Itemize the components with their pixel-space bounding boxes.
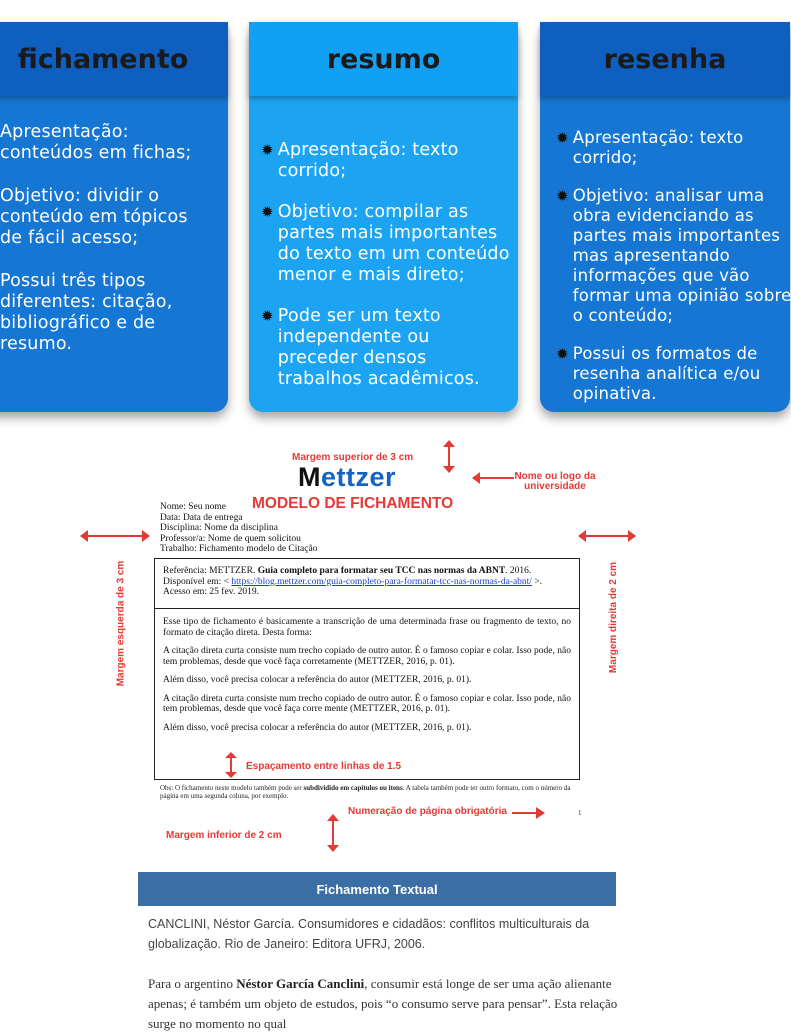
card-item-line: conteúdo em tópicos (0, 207, 188, 227)
reference-middle: . 2016. Disponível em: < (163, 566, 532, 587)
card-item-text (0, 271, 172, 354)
bottom-margin-label: Margem inferior de 2 cm (166, 830, 282, 841)
fichamento-textual-body (148, 974, 618, 1034)
fichamento-template-image (80, 432, 692, 852)
logo-mark: M (298, 462, 321, 492)
card-item-line: mas apresentando (572, 246, 730, 265)
card-item-line: Objetivo: compilar as (277, 202, 469, 222)
paragraph: Além disso, você precisa colocar a referência do autor (METTZER, 2016, p. 01). (163, 722, 472, 733)
card-item-line: opinativa. (572, 384, 657, 403)
card-item-text (573, 186, 791, 326)
card-item (261, 306, 518, 390)
body-text: , consumir está longe de ser uma ação alienante apenas; é também um objeto de estudos, pois “o consumo serve para pensar”. Esta relação surge no momento no qual (148, 976, 618, 1031)
page-number-arrow (512, 812, 538, 814)
template-heading: MODELO DE FICHAMENTO (252, 495, 454, 512)
card-item (261, 140, 518, 182)
body-text: Para o argentino (148, 976, 237, 991)
reference-prefix: Referência: METTZER. (163, 566, 258, 576)
citation-text (155, 609, 579, 733)
star-bullet-icon: ✹ (261, 307, 274, 325)
card-item-text (0, 186, 188, 248)
top-margin-arrow (448, 444, 450, 468)
card-item-line: o conteúdo; (572, 306, 674, 325)
card-item-line: de fácil acesso; (0, 228, 139, 248)
card-item-line: preceder densos (277, 348, 427, 368)
paragraph: A citação direta curta consiste num trecho copiado de outro autor. É o famoso copiar e colar. Isso pode, não tem problemas, desde que você faça corretamente (METTZER, 2016, p. 01). (163, 646, 571, 667)
left-margin-label: Margem esquerda de 3 cm (115, 560, 127, 687)
paragraph: Esse tipo de fichamento é basicamente a transcrição de uma determinada frase ou fragmento de texto, no formato de citação direta. Desta forma: (163, 617, 571, 638)
card-item-line: formar uma opinião sobre (572, 286, 791, 305)
star-bullet-icon: ✹ (261, 141, 274, 159)
card-item-line: Apresentação: texto (277, 140, 459, 160)
citation-box (154, 558, 580, 780)
card-item-line: Objetivo: analisar uma (572, 186, 765, 205)
card-item-line: resenha analítica e/ou (572, 364, 761, 383)
arrow-head-down (327, 845, 339, 852)
spacing-label: Espaçamento entre linhas de 1.5 (246, 761, 402, 772)
fichamento-textual-title: Fichamento Textual (138, 872, 616, 906)
card-item-line: menor e mais direto; (277, 265, 465, 285)
mettzer-logo (298, 462, 396, 493)
arrow-head-down (225, 772, 237, 778)
reference-link[interactable]: https://blog.mettzer.com/guia-completo-para-formatar-tcc-nas-normas-da-abnt/ (231, 576, 532, 587)
card-title: fichamento (0, 22, 228, 96)
reference-title: Guia completo para formatar seu TCC nas normas da ABNT (257, 566, 506, 576)
bottom-margin-arrow (332, 818, 334, 848)
obs-text: . A tabela também pode ter outro formato, com o número da página em uma segunda coluna, por exemplo. (160, 784, 571, 800)
meta-line: Professor/a: Nome de quem solicitou (160, 533, 301, 544)
card-item-line: corrido; (277, 161, 347, 181)
card-item-line: corrido; (572, 148, 638, 167)
arrow-head-down (443, 466, 455, 473)
card-item-line: independente ou (277, 327, 430, 347)
card-item-line: partes mais importantes (572, 226, 781, 245)
card-item-text (278, 140, 459, 182)
card-item-line: Apresentação: (0, 122, 129, 142)
card-item-line: Pode ser um texto (277, 306, 441, 326)
card-item-text (278, 202, 510, 286)
template-obs (160, 784, 580, 800)
page-number-label: Numeração de página obrigatória (348, 806, 507, 817)
card-body (540, 96, 790, 404)
reference-suffix: >. Acesso em: 25 fev. 2019. (163, 576, 543, 597)
meta-line: Disciplina: Nome da disciplina (160, 523, 278, 533)
card-item-text (0, 122, 191, 163)
arrow-head-up (225, 752, 237, 758)
card-item (0, 186, 228, 249)
paragraph: A citação direta curta consiste num trecho copiado de outro autor. É o famoso copiar e colar. Isso pode, não tem problemas, desde que você faça corre mente (METTZER, 2016, p. 01). (163, 693, 571, 714)
right-margin-label: Margem direita de 2 cm (608, 561, 620, 674)
card-item-line: partes mais importantes (277, 223, 498, 243)
card-item (556, 186, 790, 326)
card-item-line: Possui três tipos (0, 271, 146, 291)
fichamento-textual-reference: CANCLINI, Néstor García. Consumidores e cidadãos: conflitos multiculturais da globalização. Rio de Janeiro: Editora UFRJ, 2006. (148, 917, 590, 951)
star-bullet-icon: ✹ (556, 129, 569, 147)
arrow-head-left (472, 472, 480, 484)
card-item-line: trabalhos acadêmicos. (277, 369, 480, 389)
card-fichamento (0, 22, 228, 412)
card-resumo (249, 22, 518, 412)
card-title: resenha (540, 22, 790, 96)
card-item-line: Apresentação: texto (572, 128, 744, 147)
card-item-line: resumo. (0, 334, 73, 354)
card-body (0, 96, 228, 355)
card-item-line: do texto em um conteúdo (277, 244, 510, 264)
card-body (249, 96, 518, 390)
template-meta (160, 502, 317, 555)
card-item-line: obra evidenciando as (572, 206, 754, 225)
meta-line: Data: Data de entrega (160, 512, 243, 523)
arrow-head-up (327, 814, 339, 821)
star-bullet-icon: ✹ (261, 203, 274, 221)
star-bullet-icon: ✹ (556, 345, 569, 363)
logo-note-label: Nome ou logo da universidade (514, 471, 596, 492)
card-item-line: Possui os formatos de (572, 344, 758, 363)
top-margin-label: Margem superior de 3 cm (292, 452, 414, 463)
arrow-head-right (628, 530, 636, 542)
card-item-line: conteúdos em fichas; (0, 143, 192, 163)
arrow-head-up (443, 440, 455, 447)
left-margin-arrow (84, 535, 144, 537)
card-item-text (278, 306, 480, 390)
card-item-line: bibliográfico e de (0, 313, 156, 333)
arrow-head-left (80, 530, 88, 542)
card-item (556, 128, 790, 168)
card-item-line: diferentes: citação, (0, 292, 173, 312)
card-item-line: Objetivo: dividir o (0, 186, 160, 206)
meta-line: Trabalho: Fichamento modelo de Citação (160, 544, 318, 554)
card-item-text (573, 128, 744, 168)
obs-bold: subdividido em capítulos ou itens (303, 784, 403, 792)
card-item (261, 202, 518, 286)
arrow-head-right (536, 807, 545, 819)
meta-line: Nome: Seu nome (160, 502, 226, 512)
card-resenha (540, 22, 790, 412)
paragraph: Além disso, você precisa colocar a referência do autor (METTZER, 2016, p. 01). (163, 675, 472, 685)
card-item (0, 122, 228, 164)
right-margin-arrow (584, 535, 630, 537)
arrow-head-left (578, 530, 586, 542)
reference-block (155, 559, 579, 609)
card-item (556, 344, 790, 404)
card-item-line: informações que vão (572, 266, 750, 285)
card-title: resumo (249, 22, 518, 96)
card-item (0, 271, 228, 355)
star-bullet-icon: ✹ (556, 187, 569, 205)
page-number: 1 (578, 809, 582, 817)
card-item-text (573, 344, 761, 404)
author-name: Néstor García Canclini (236, 976, 365, 991)
arrow-head-right (142, 530, 150, 542)
logo-text: ettzer (321, 462, 397, 492)
obs-text: Obs: O fichamento neste modelo também pode ser (160, 784, 304, 792)
